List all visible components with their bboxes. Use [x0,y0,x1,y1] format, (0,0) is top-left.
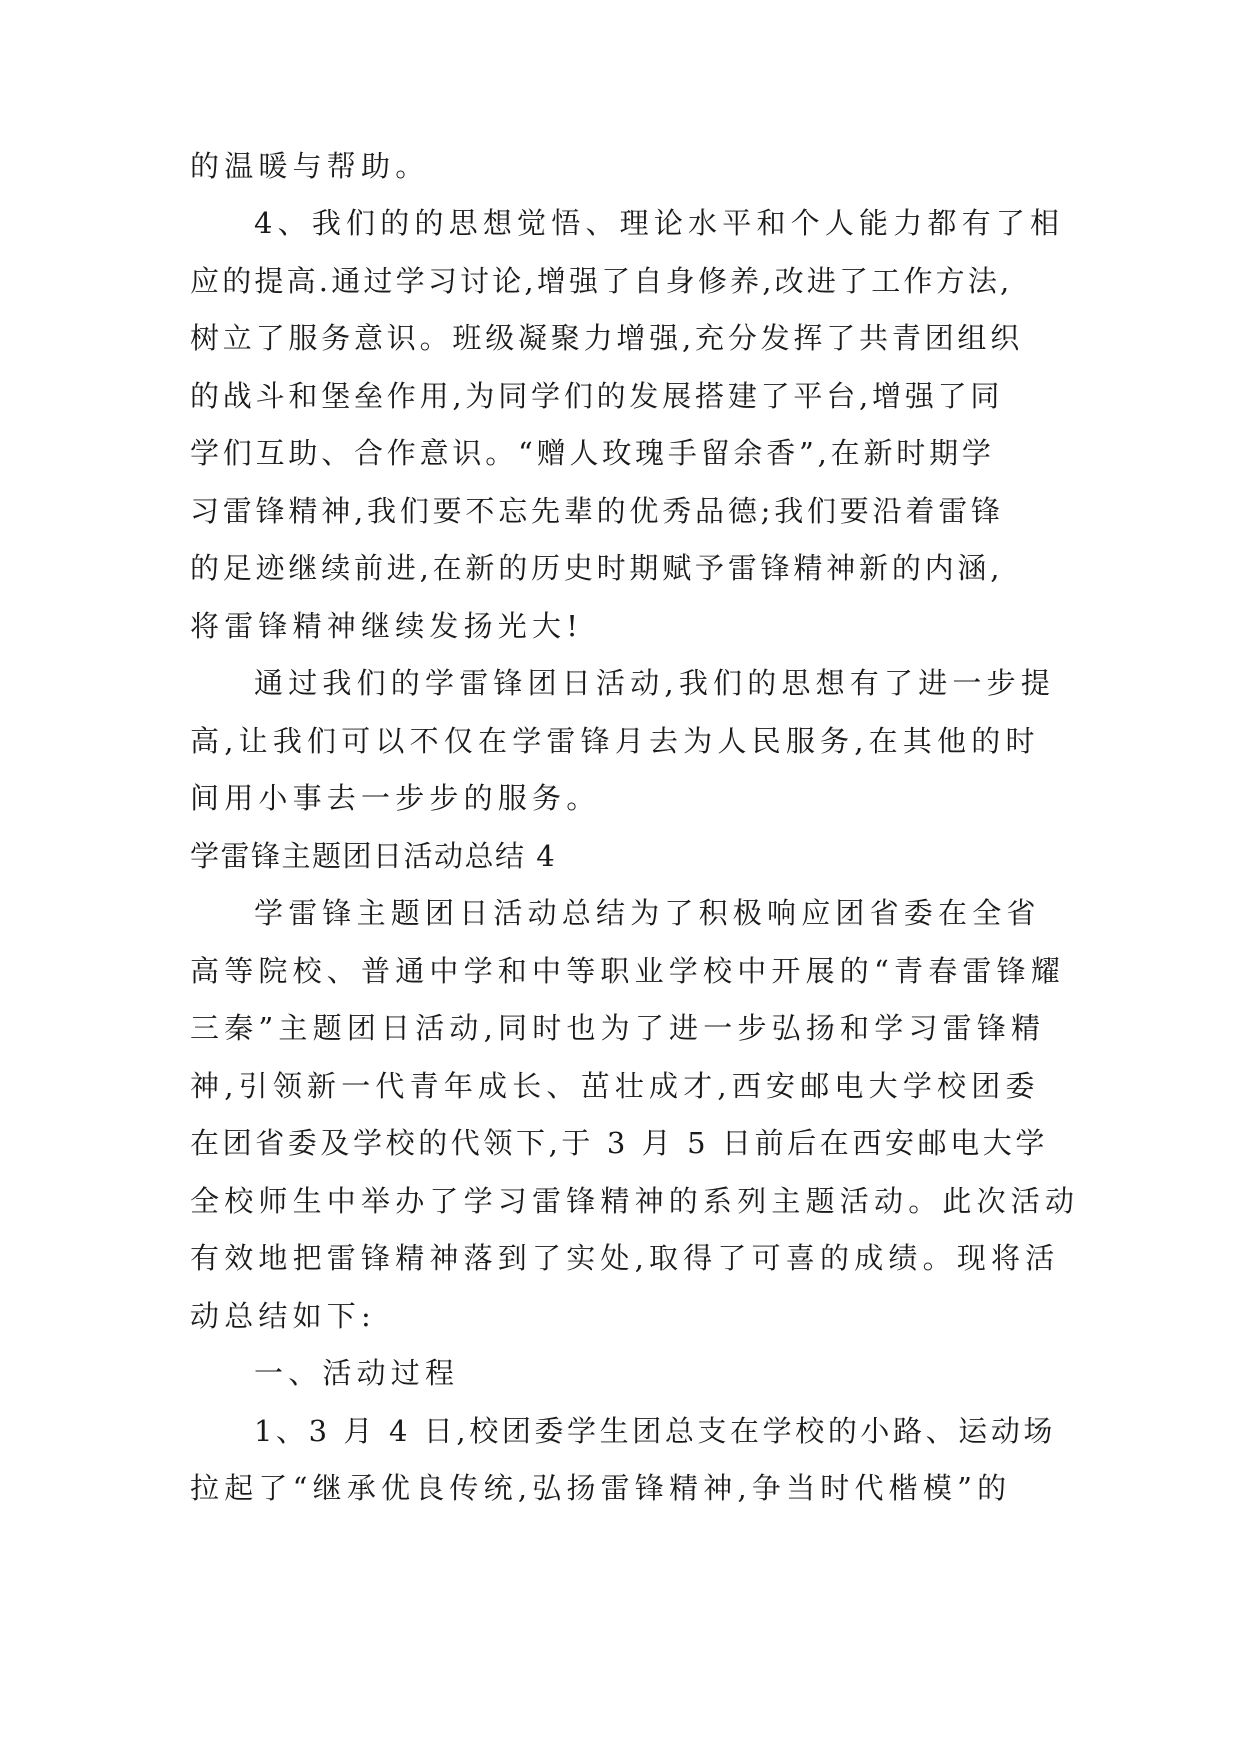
paragraph-line: 三秦”主题团日活动,同时也为了进一步弘扬和学习雷锋精 [190,1011,1046,1045]
paragraph-line: 的温暖与帮助。 [190,149,430,183]
paragraph-line: 的足迹继续前进,在新的历史时期赋予雷锋精神新的内涵, [190,551,1004,585]
paragraph-line: 将雷锋精神继续发扬光大! [190,609,584,643]
paragraph-line: 动总结如下: [190,1299,376,1333]
paragraph-line: 学雷锋主题团日活动总结为了积极响应团省委在全省 [254,896,1041,930]
paragraph-line: 习雷锋精神,我们要不忘先辈的优秀品德;我们要沿着雷锋 [190,494,1004,528]
paragraph-line: 1、3 月 4 日,校团委学生团总支在学校的小路、运动场 [254,1414,1057,1448]
paragraph-line: 应的提高.通过学习讨论,增强了自身修养,改进了工作方法, [190,264,1013,298]
paragraph-line: 全校师生中举办了学习雷锋精神的系列主题活动。此次活动 [190,1184,1080,1218]
paragraph-line: 通过我们的学雷锋团日活动,我们的思想有了进一步提 [254,666,1056,700]
paragraph-line: 神,引领新一代青年成长、茁壮成才,西安邮电大学校团委 [190,1069,1040,1103]
paragraph-line: 4、我们的的思想觉悟、理论水平和个人能力都有了相 [254,206,1065,240]
paragraph-line: 拉起了“继承优良传统,弘扬雷锋精神,争当时代楷模”的 [190,1471,1012,1505]
paragraph-line: 学们互助、合作意识。“赠人玫瑰手留余香”,在新时期学 [190,436,995,470]
paragraph-line: 有效地把雷锋精神落到了实处,取得了可喜的成绩。现将活 [190,1241,1060,1275]
paragraph-line: 在团省委及学校的代领下,于 3 月 5 日前后在西安邮电大学 [190,1126,1048,1160]
section-heading: 学雷锋主题团日活动总结 4 [190,839,557,873]
paragraph-line: 的战斗和堡垒作用,为同学们的发展搭建了平台,增强了同 [190,379,1004,413]
section-subheading: 一、活动过程 [254,1356,460,1390]
paragraph-line: 树立了服务意识。班级凝聚力增强,充分发挥了共青团组织 [190,321,1024,355]
paragraph-line: 间用小事去一步步的服务。 [190,781,601,815]
paragraph-line: 高,让我们可以不仅在学雷锋月去为人民服务,在其他的时 [190,724,1040,758]
paragraph-line: 高等院校、普通中学和中等职业学校中开展的“青春雷锋耀 [190,954,1066,988]
